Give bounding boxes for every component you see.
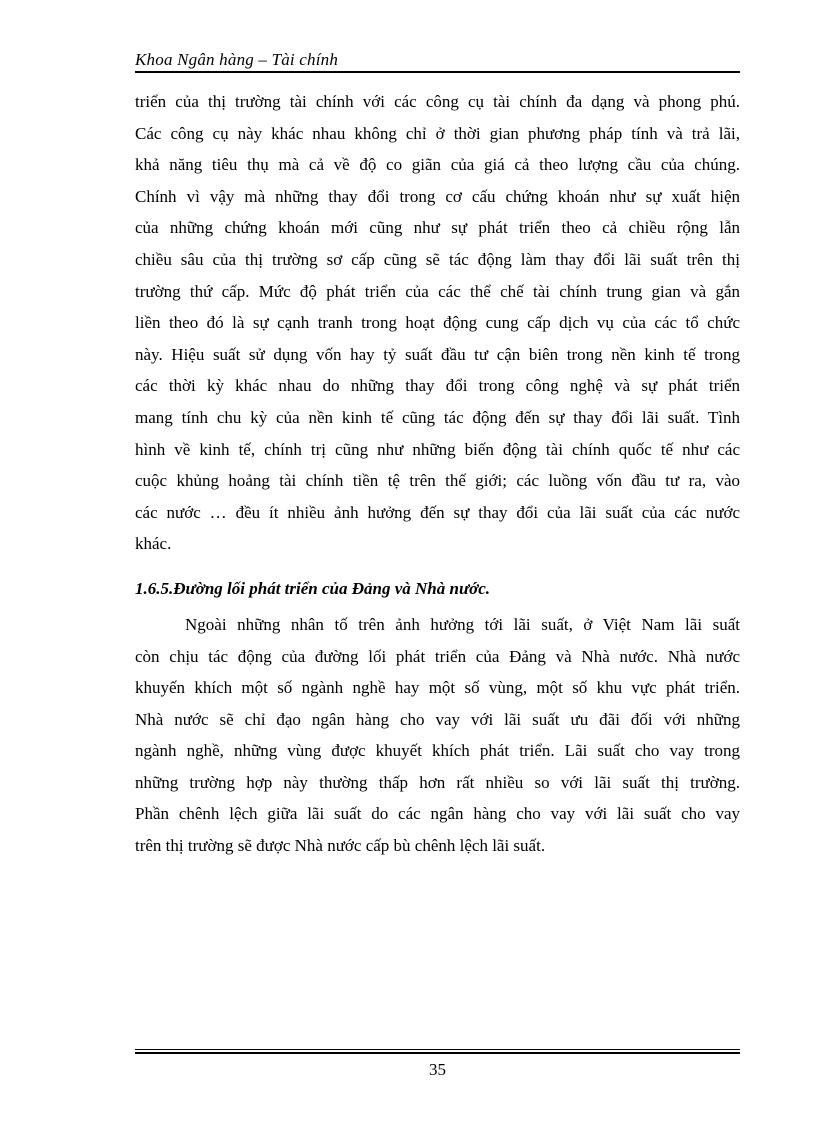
paragraph-line: cuộc khủng hoảng tài chính tiền tệ trên thế giới; các luồng vốn đầu tư ra, vào <box>135 471 740 491</box>
paragraph-line: Nhà nước sẽ chỉ đạo ngân hàng cho vay với lãi suất ưu đãi đối với những <box>135 709 740 729</box>
header-divider <box>135 71 740 73</box>
paragraph-line: các thời kỳ khác nhau do những thay đổi trong công nghệ và sự phát triển <box>135 376 740 396</box>
paragraph-line: mang tính chu kỳ của nền kinh tế cũng tác động đến sự thay đổi lãi suất. Tình <box>135 407 740 427</box>
paragraph-line: hình về kinh tế, chính trị cũng như những biến động tài chính quốc tế như các <box>135 439 740 459</box>
paragraph-line: liền theo đó là sự cạnh tranh trong hoạt động cung cấp dịch vụ của các tổ chức <box>135 313 740 333</box>
paragraph-line: Chính vì vậy mà những thay đổi trong cơ cấu chứng khoán như sự xuất hiện <box>135 186 740 206</box>
paragraph-2 <box>135 609 740 862</box>
paragraph-line: Ngoài những nhân tố trên ảnh hưởng tới lãi suất, ở Việt Nam lãi suất <box>185 614 740 634</box>
paragraph-line: còn chịu tác động của đường lối phát triển của Đảng và Nhà nước. Nhà nước <box>135 646 740 666</box>
page-header <box>135 50 740 72</box>
paragraph-line: những trường hợp này thường thấp hơn rất nhiều so với lãi suất thị trường. <box>135 772 740 792</box>
footer-divider-thin <box>135 1049 740 1050</box>
paragraph-line: Các công cụ này khác nhau không chỉ ở thời gian phương pháp tính và trả lãi, <box>135 123 740 143</box>
paragraph-line: khác. <box>135 534 172 554</box>
paragraph-line: khuyến khích một số ngành nghề hay một số vùng, một số khu vực phát triển. <box>135 678 740 698</box>
paragraph-line: Phần chênh lệch giữa lãi suất do các ngân hàng cho vay với lãi suất cho vay <box>135 804 740 824</box>
paragraph-line: trên thị trường sẽ được Nhà nước cấp bù chênh lệch lãi suất. <box>135 836 546 856</box>
header-title: Khoa Ngân hàng – Tài chính <box>135 50 339 69</box>
paragraph-line: trường thứ cấp. Mức độ phát triển của các thể chế tài chính trung gian và gắn <box>135 281 740 301</box>
paragraph-line: các nước … đều ít nhiều ảnh hưởng đến sự thay đổi của lãi suất của các nước <box>135 502 740 522</box>
paragraph-line: của những chứng khoán mới cũng như sự phát triển theo cả chiều rộng lẫn <box>135 218 740 238</box>
paragraph-line: triển của thị trường tài chính với các công cụ tài chính đa dạng và phong phú. <box>135 92 740 111</box>
paragraph-line: ngành nghề, những vùng được khuyết khích phát triển. Lãi suất cho vay trong <box>135 741 740 761</box>
paragraph-1 <box>135 86 740 560</box>
section-heading: 1.6.5.Đường lối phát triển của Đảng và Nhà nước. <box>135 578 491 598</box>
paragraph-line: này. Hiệu suất sử dụng vốn hay tỷ suất đầu tư cận biên trong nền kinh tế trong <box>135 344 740 364</box>
page-body <box>135 86 740 862</box>
footer-divider-thick <box>135 1052 740 1054</box>
paragraph-line: khả năng tiêu thụ mà cả về độ co giãn của giá cả theo lượng cầu của chúng. <box>135 155 740 175</box>
paragraph-line: chiều sâu của thị trường sơ cấp cũng sẽ tác động làm thay đổi lãi suất trên thị <box>135 249 740 269</box>
page-number: 35 <box>429 1060 446 1079</box>
